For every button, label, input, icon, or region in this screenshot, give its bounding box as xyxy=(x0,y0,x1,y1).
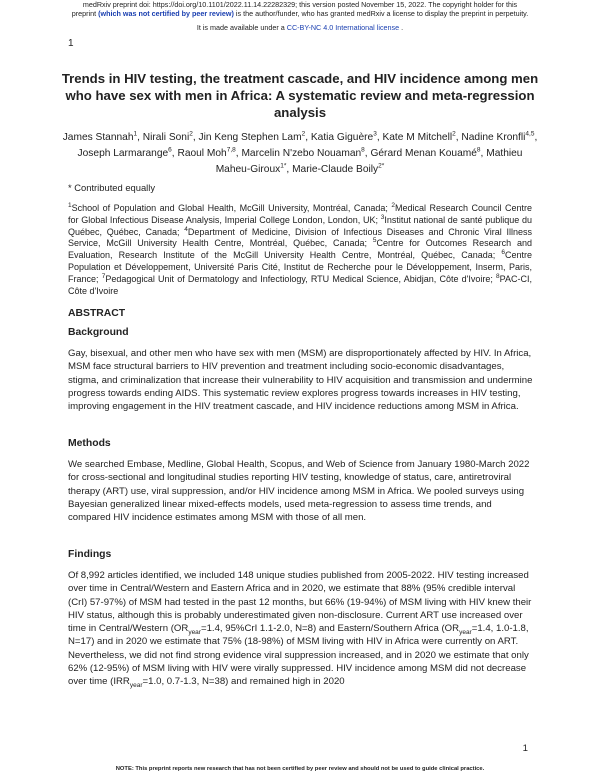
affiliations: $^1$School of Population and Global Health, McGill University, Montréal, Canada; $^2$Medical Research Council Centre for Global Infectious Disease Analysis, Imperial College London, London, UK; $^3$Institut national de santé publique du Québec, Québec, Canada; $^4$Department of Medicine, Division of Infectious Diseases and Chronic Viral Illness Service, McGill University Health Centre, Montréal, Québec, Canada; $^5$Centre for Outcomes Research and Evaluation, Research Institute of the McGill University Health Centre, Montréal, Québec, Canada; $^6$Centre Population et Développement, Université Paris Cité, Institut de Recherche pour le Développement, Inserm, Paris, France; $^7$Pedagogical Unit of Dermatology and Infectiology, RTU Medical Science, Abidjan, Côte d'Ivoire; $^8$PAC-CI, Côte d'Ivoire xyxy=(68,202,533,296)
preprint-doi-text: medRxiv preprint doi: https://doi.org/10.1101/2022.11.14.22282329; this version posted November 15, 2022. The copyright holder for this xyxy=(82,0,518,9)
contributed-equally-note: * Contributed equally xyxy=(68,182,156,193)
preprint-header xyxy=(0,1,600,33)
page-number-top: 1 xyxy=(68,38,74,49)
preprint-disclaimer: NOTE: This preprint reports new research that has not been certified by peer review and should not be used to guide clinical practice. xyxy=(115,766,485,772)
preprint-header-text: is the author/funder, who has granted medRxiv a license to display the preprint in perpetuity. xyxy=(233,8,529,18)
preprint-header-line3 xyxy=(0,24,600,33)
preprint-header-line2 xyxy=(0,10,600,19)
findings-text: Of 8,992 articles identified, we included 148 unique studies published from 2005-2022. HIV testing increased over time in Central/Western and Eastern Africa and in 2020, we estimate that 88% (95% credible interval (CrI) 57-97%) of MSM had tested in the past 12 months, but 66% (19-94%) of MSM living with HIV knew their HIV status, although this is probably underestimated given non-disclosure. Current ART use increased over time in Central/Western ($OR_{year}=1.4$, 95%CrI 1.1-2.0, N=8) and Eastern/Southern Africa ($OR_{year}=1.4$, 1.0-1.8, N=17) and in 2020 we estimate that 75% (18-98%) of MSM living with HIV in Africa were currently on ART. Nevertheless, we did not find strong evidence viral suppression increased, and in 2020 we estimate that only 62% (12-95%) of MSM living with HIV were virally suppressed. HIV incidence among MSM did not decrease over time ($IRR_{year}=1.0$, 0.7-1.3, N=38) and remained high in 2020 xyxy=(68,570,532,690)
background-text: Gay, bisexual, and other men who have sex with men (MSM) are disproportionately affected by HIV. In Africa, MSM face structural barriers to HIV prevention and treatment including socio-economic disadvantages, stigma, and criminalization that increase their vulnerability to HIV acquisition and transmission and undermine progress towards ending AIDS. This systematic review explores progress towards increases in HIV testing, improving engagement in the HIV treatment cascade, and HIV incidence reductions among MSM in Africa. xyxy=(68,348,533,413)
abstract-heading: ABSTRACT xyxy=(68,308,126,319)
methods-heading: Methods xyxy=(68,438,111,449)
license-link[interactable]: CC-BY-NC 4.0 International license xyxy=(286,23,400,33)
methods-text: We searched Embase, Medline, Global Health, Scopus, and Web of Science from January 1980-March 2022 for cross-sectional and longitudinal studies reporting HIV testing, knowledge of status, care, antiretroviral therapy (ART) use, viral suppression, and/or HIV incidence among MSM in Africa. We pooled surveys using Bayesian generalized linear mixed-effects models, used meta-regression to assess time trends, and compared HIV incidence estimates among MSM with those of all men. xyxy=(68,459,530,524)
preprint-header-text: preprint xyxy=(71,8,99,18)
license-suffix: . xyxy=(399,23,404,33)
author-list: James Stannah$^1$, Nirali Soni$^2$, Jin Keng Stephen Lam$^2$, Katia Giguère$^3$, Kate M Mitchell$^2$, Nadine Kronfli$^{4,5}$, Joseph Larmarange$^6$, Raoul Moh$^{7,8}$, Marcelin N'zebo Nouaman$^8$, Gérard Menan Kouamé$^8$, Mathieu Maheu-Giroux$^{1*}$, Marie-Claude Boily$^{2*}$ xyxy=(62,130,538,175)
license-prefix: It is made available under a xyxy=(196,23,287,33)
findings-heading: Findings xyxy=(68,549,112,560)
page-number-bottom: 1 xyxy=(522,743,528,754)
background-heading: Background xyxy=(68,327,129,338)
paper-title: Trends in HIV testing, the treatment cascade, and HIV incidence among men who have sex with men in Africa: A systematic review and meta-regression analysis xyxy=(61,71,539,121)
peer-review-link[interactable]: (which was not certified by peer review) xyxy=(98,8,234,18)
